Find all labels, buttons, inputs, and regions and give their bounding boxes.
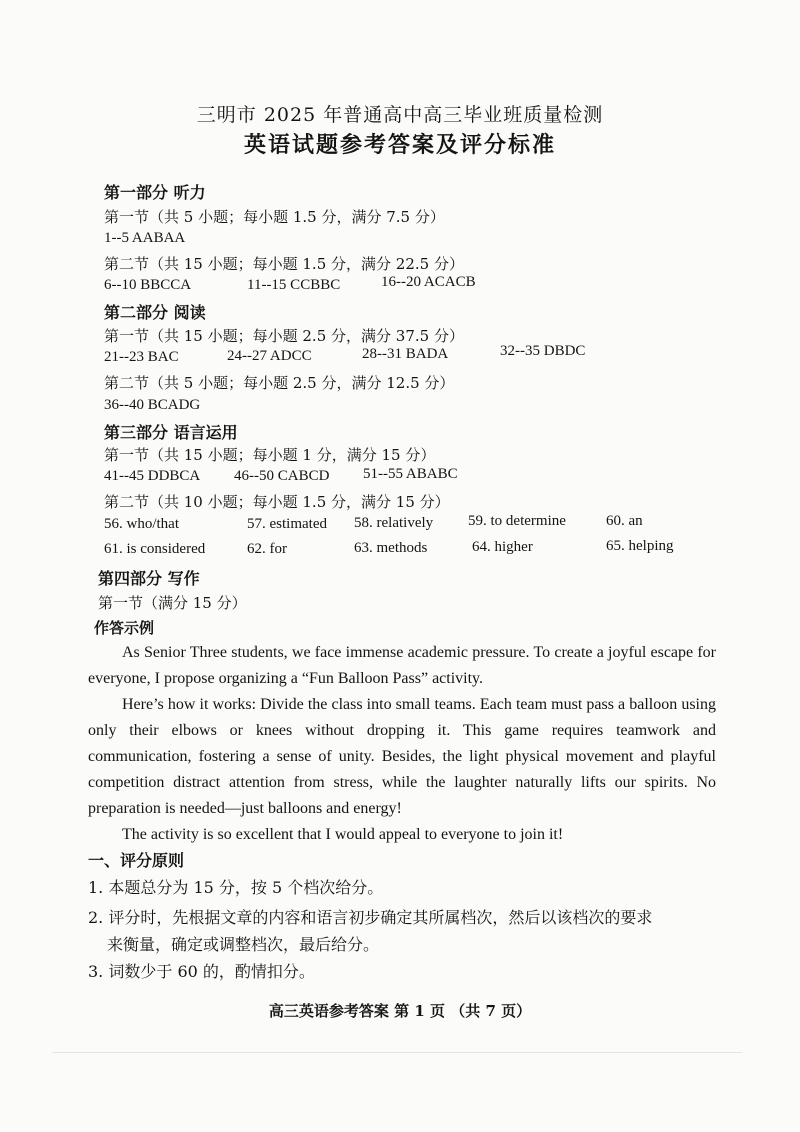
part3-sec1-desc: 第一节（共 15 小题；每小题 1 分，满分 15 分） [104,446,436,464]
grading-rule: 2. 评分时，先根据文章的内容和语言初步确定其所属档次，然后以该档次的要求 [88,908,653,927]
part1-heading: 第一部分 听力 [104,183,206,202]
answer-group: 24--27 ADCC [227,348,312,364]
answer-group: 51--55 ABABC [363,466,458,482]
cloze-answer: 65. helping [606,538,674,554]
sample-paragraph: The activity is so excellent that I would appeal to everyone to join it! [122,826,564,843]
cloze-answer: 56. who/that [104,516,179,532]
part3-sec2-desc: 第二节（共 10 小题；每小题 1.5 分，满分 15 分） [104,493,450,511]
sample-paragraph: Here’s how it works: Divide the class into small teams. Each team must pass a balloon using only their elbows or knees without dropping it. This game requires teamwork and communication, fostering a sense of unity. Besides, the light physical movement and playful competition distract attention from stress, while the laughter naturally lifts our spirits. No preparation is needed—just balloons and energy! [88,696,716,817]
answer-group: 21--23 BAC [104,349,179,365]
cloze-answer: 61. is considered [104,541,206,557]
cloze-answer: 58. relatively [354,515,434,531]
exam-title: 三明市 2025 年普通高中高三毕业班质量检测 [196,104,604,126]
bottom-divider [52,1052,742,1053]
answer-group: 32--35 DBDC [500,343,586,359]
part2-sec2-desc: 第二节（共 5 小题；每小题 2.5 分，满分 12.5 分） [104,374,455,392]
page-footer: 高三英语参考答案 第 1 页 （共 7 页） [268,1002,532,1020]
grading-rule-continuation: 来衡量，确定或调整档次，最后给分。 [107,935,380,954]
part2-heading: 第二部分 阅读 [104,303,206,322]
answer-group: 11--15 CCBBC [247,277,341,293]
part4-sec1-desc: 第一节（满分 15 分） [98,594,247,612]
grading-heading: 一、评分原则 [88,851,185,870]
grading-rule: 1. 本题总分为 15 分，按 5 个档次给分。 [88,878,384,897]
answer-group: 36--40 BCADG [104,397,201,413]
cloze-answer: 57. estimated [247,516,327,532]
answer-group: 6--10 BBCCA [104,277,192,293]
part4-heading: 第四部分 写作 [98,569,200,588]
answer-group: 16--20 ACACB [381,274,476,290]
answer-group: 1--5 AABAA [104,230,186,246]
part1-sec2-desc: 第二节（共 15 小题；每小题 1.5 分，满分 22.5 分） [104,255,464,273]
cloze-answer: 60. an [606,513,643,529]
cloze-answer: 59. to determine [468,513,566,529]
answer-group: 46--50 CABCD [234,468,330,484]
document-title: 英语试题参考答案及评分标准 [243,132,556,158]
cloze-answer: 62. for [247,541,287,557]
sample-paragraph: As Senior Three students, we face immense academic pressure. To create a joyful escape for everyone, I propose organizing a “Fun Balloon Pass” activity. [88,644,716,687]
part2-sec1-desc: 第一节（共 15 小题；每小题 2.5 分，满分 37.5 分） [104,327,464,345]
cloze-answer: 63. methods [354,540,428,556]
answer-group: 41--45 DDBCA [104,468,201,484]
part3-heading: 第三部分 语言运用 [104,423,238,442]
cloze-answer: 64. higher [472,539,533,555]
grading-rule: 3. 词数少于 60 的，酌情扣分。 [88,962,315,981]
part1-sec1-desc: 第一节（共 5 小题；每小题 1.5 分，满分 7.5 分） [104,208,445,226]
sample-label: 作答示例 [94,619,155,637]
answer-group: 28--31 BADA [362,346,449,362]
